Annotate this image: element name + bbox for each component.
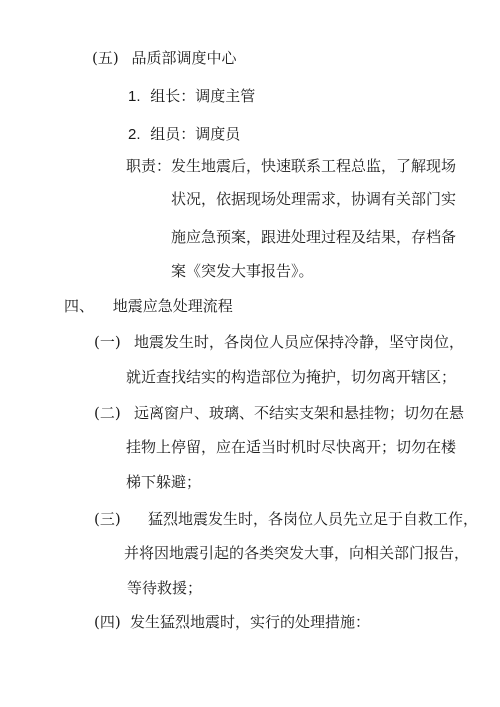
duty-label: 职责： (126, 157, 172, 175)
step-2-line-3: 梯下躲避； (126, 473, 202, 491)
duty-line-4: 案《突发大事报告》。 (171, 262, 314, 280)
duty-line-3: 施应急预案，跟进处理过程及结果，存档备 (171, 228, 457, 246)
section-4-heading (64, 296, 233, 316)
section-5-title: 品质部调度中心 (131, 49, 237, 67)
step-2-line-2: 挂物上停留，应在适当时机时尽快离开；切勿在楼 (126, 438, 457, 456)
step-4-marker: (四) (94, 613, 121, 631)
step-2-marker: (二) (94, 404, 121, 422)
member-item-2-text: 组员：调度员 (150, 125, 241, 143)
section-4-title: 地震应急处理流程 (112, 297, 233, 315)
duty-line-2: 状况，依据现场处理需求，协调有关部门实 (171, 190, 457, 208)
step-2-line-1: 远离窗户、玻璃、不结实支架和悬挂物；切勿在悬 (134, 404, 465, 422)
member-item-2 (128, 124, 240, 144)
section-5-marker: (五) (92, 49, 119, 67)
step-3-line-1: 猛烈地震发生时，各岗位人员先立足于自救工作， (148, 510, 479, 528)
member-item-2-number: 2. (128, 126, 141, 143)
step-1-line-2: 就近查找结实的构造部位为掩护，切勿离开辖区； (126, 368, 457, 386)
section-5-heading (92, 48, 237, 68)
member-item-1 (128, 86, 255, 106)
step-3-line-2: 并将因地震引起的各类突发大事，向相关部门报告， (124, 544, 470, 562)
step-3-line-3: 等待救援； (127, 579, 203, 597)
duty-line-1: 发生地震后，快速联系工程总监，了解现场 (171, 157, 457, 175)
step-4-line-1: 发生猛烈地震时，实行的处理措施： (130, 613, 371, 631)
member-item-1-number: 1. (128, 88, 141, 105)
section-4-marker: 四、 (64, 297, 95, 315)
step-1-marker: (一) (94, 333, 121, 351)
step-3-marker: (三) (94, 510, 121, 528)
step-1-line-1: 地震发生时，各岗位人员应保持冷静，坚守岗位， (134, 333, 465, 351)
member-item-1-text: 组长：调度主管 (150, 87, 256, 105)
